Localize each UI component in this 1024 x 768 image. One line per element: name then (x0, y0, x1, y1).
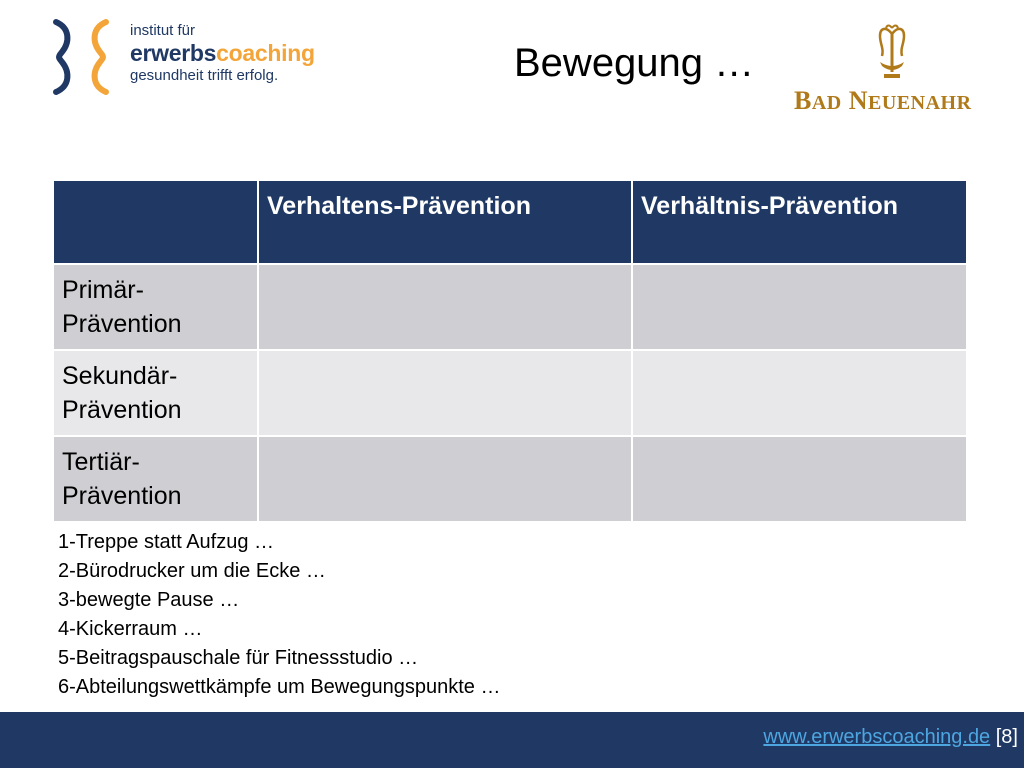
bn-letters-euenahr: EUENAHR (868, 92, 972, 114)
page-number: [8] (995, 726, 1018, 748)
table-header-empty (53, 180, 258, 264)
prevention-matrix-table (52, 179, 968, 523)
list-item: 6-Abteilungswettkämpfe um Bewegungspunkte … (58, 676, 501, 698)
table-row-label: Sekundär-Prävention (53, 350, 258, 436)
logo-word-erwerbs: erwerbs (130, 40, 217, 66)
bn-letter-n: N (848, 86, 869, 115)
brace-logo-icon (48, 18, 128, 96)
table-cell (632, 350, 967, 436)
table-row-sekundaer (53, 350, 967, 436)
bad-neuenahr-text (794, 86, 972, 116)
table-header-verhaltens: Verhaltens-Prävention (258, 180, 632, 264)
slide-title: Bewegung … (514, 41, 755, 85)
footer-bar (0, 712, 1024, 768)
website-link[interactable]: www.erwerbscoaching.de (763, 726, 991, 748)
list-item: 3-bewegte Pause … (58, 589, 240, 611)
logo-line-institut: institut für (130, 22, 196, 39)
list-item: 4-Kickerraum … (58, 618, 203, 640)
table-row-tertiaer (53, 436, 967, 522)
table-header-verhaeltnis: Verhältnis-Prävention (632, 180, 967, 264)
logo-word-coaching: coaching (216, 40, 315, 66)
examples-list (58, 528, 500, 702)
list-item: 2-Bürodrucker um die Ecke … (58, 560, 326, 582)
list-item: 5-Beitragspauschale für Fitnessstudio … (58, 647, 419, 669)
logo-tagline: gesundheit trifft erfolg. (130, 67, 279, 84)
footer-text (763, 726, 1018, 749)
table-cell (258, 436, 632, 522)
institut-logo (48, 18, 338, 96)
table-cell (632, 264, 967, 350)
bn-letters-ad: AD (811, 92, 842, 114)
logo-text (130, 22, 315, 86)
logo-line-erwerbscoaching (130, 40, 315, 66)
table-row-label: Tertiär-Prävention (53, 436, 258, 522)
table-cell (258, 264, 632, 350)
bad-neuenahr-logo (790, 22, 1000, 122)
bn-letter-b: B (794, 86, 812, 115)
table-header-row (53, 180, 967, 264)
table-cell (258, 350, 632, 436)
table-cell (632, 436, 967, 522)
table-row-label: Primär-Prävention (53, 264, 258, 350)
fountain-icon (872, 22, 912, 80)
list-item: 1-Treppe statt Aufzug … (58, 531, 275, 553)
table-row-primaer (53, 264, 967, 350)
